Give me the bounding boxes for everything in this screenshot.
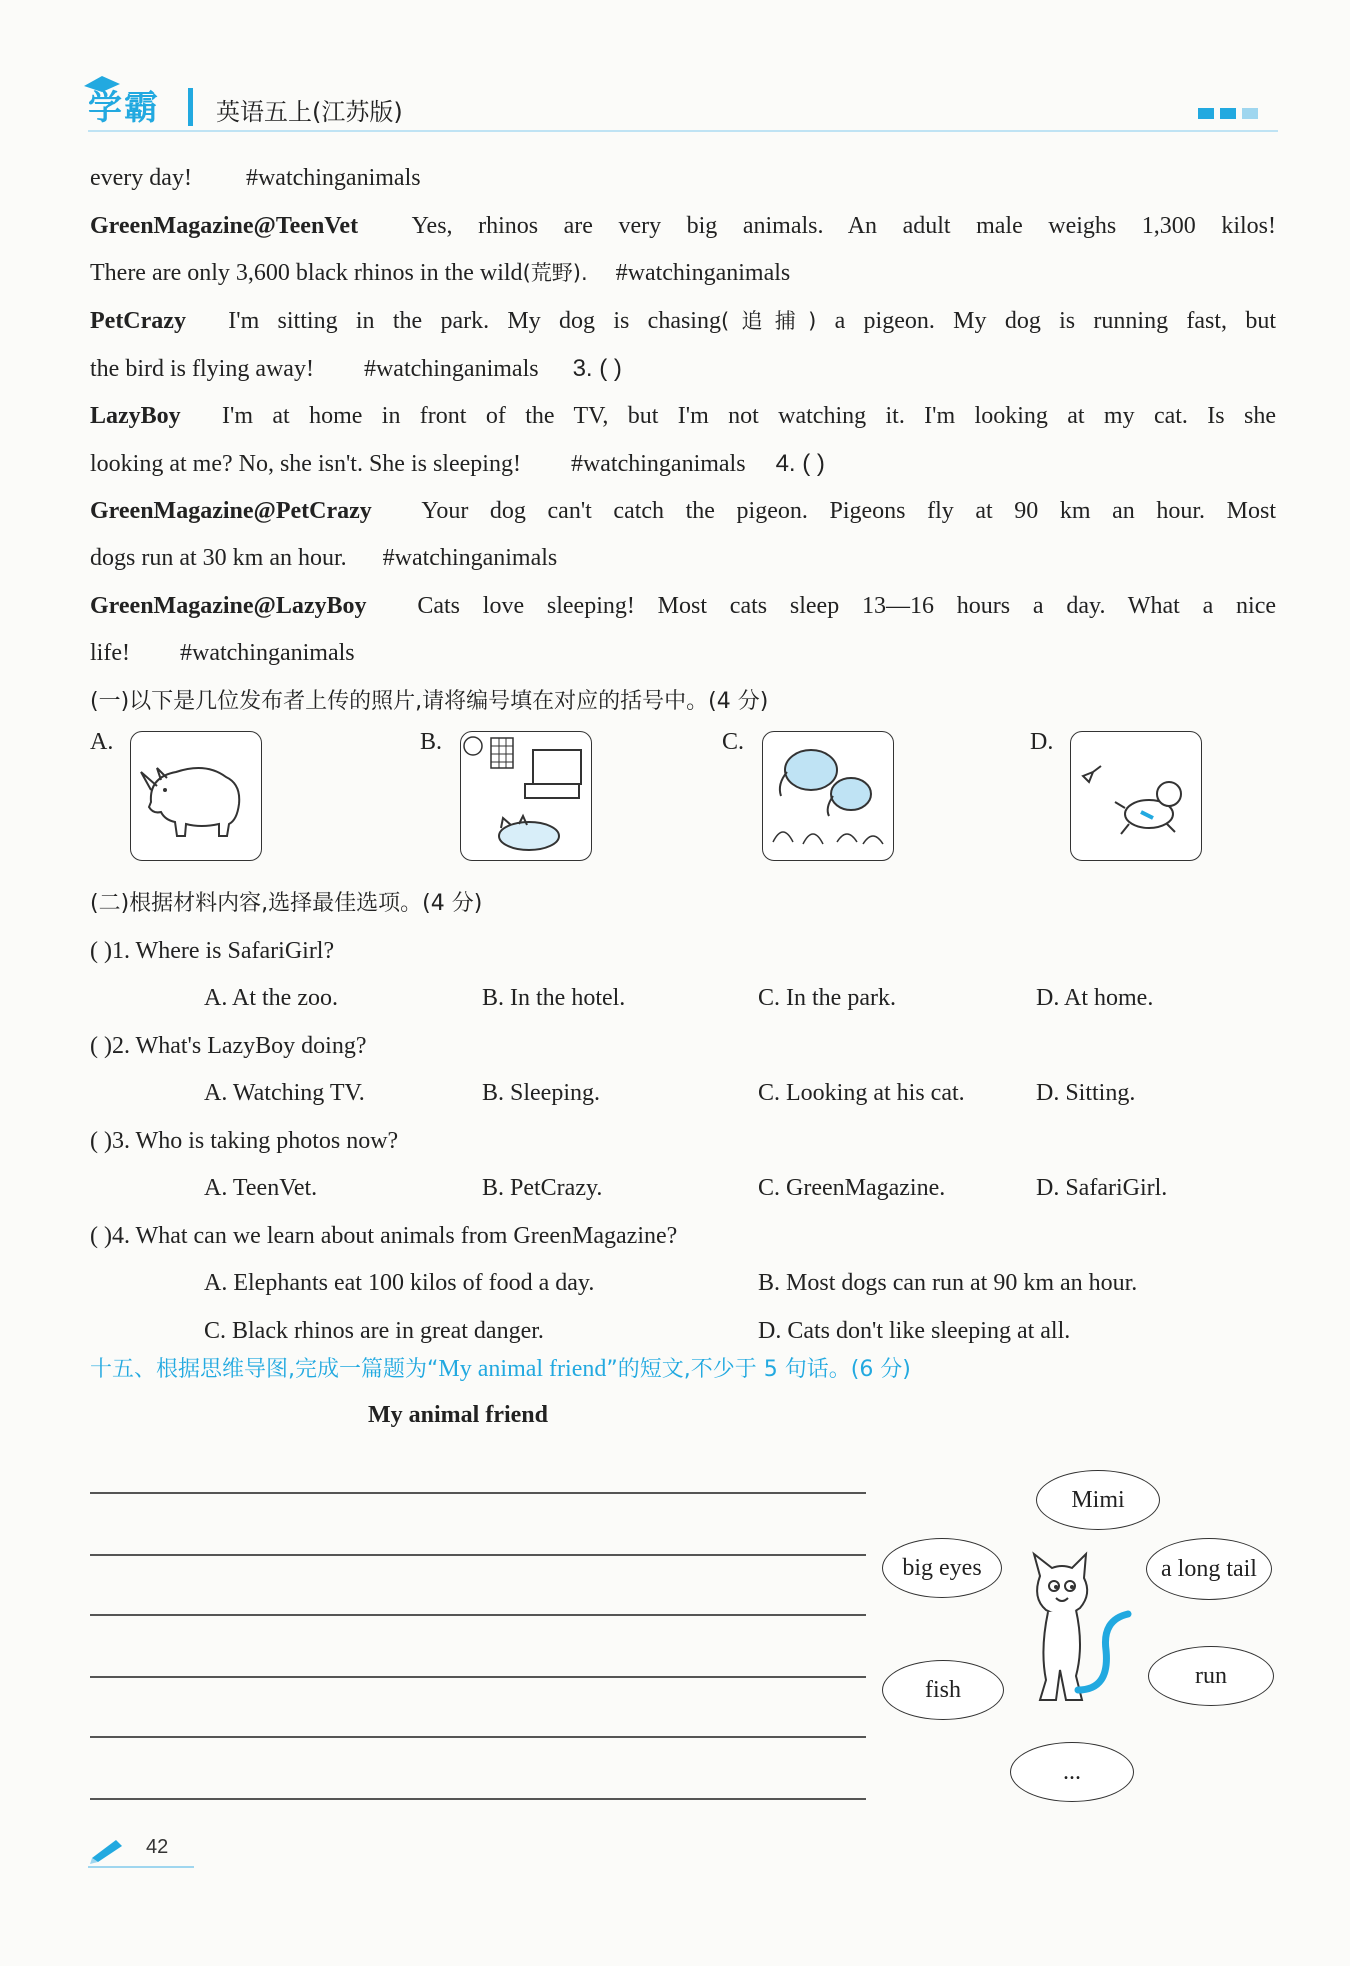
book-title: 英语五上(江苏版) [216,98,403,126]
bubble-mimi: Mimi [1036,1470,1160,1530]
option[interactable]: D. Sitting. [1036,1080,1136,1106]
writing-line[interactable] [90,1676,866,1678]
logo-divider [188,88,193,126]
answer-blank[interactable]: 4. ( ) [775,450,825,477]
option[interactable]: C. Black rhinos are in great danger. [204,1317,544,1344]
bubble-big-eyes: big eyes [882,1538,1002,1598]
chinese-gloss: (追捕) [720,308,817,333]
option[interactable]: A. Elephants eat 100 kilos of food a day. [204,1270,595,1296]
cat-sleeping-tv-icon [461,732,591,860]
option[interactable]: B. Most dogs can run at 90 km an hour. [758,1270,1138,1296]
passage-text: looking at me? No, she isn't. She is sleeping! [90,451,521,477]
question-row [90,1023,1276,1071]
option[interactable]: B. In the hotel. [482,985,626,1011]
picture-frame [1070,731,1202,861]
picture-label: B. [420,729,443,755]
option-row [90,1165,1276,1213]
answer-paren[interactable]: ( ) [90,1032,112,1059]
passage-line [90,583,1276,631]
passage-line [90,440,1276,488]
hashtag: #watchinganimals [570,451,746,477]
option-row [90,1260,1276,1308]
option[interactable]: C. In the park. [758,985,896,1011]
rhino-icon [131,732,261,860]
option[interactable]: D. At home. [1036,985,1154,1011]
question-row [90,1118,1276,1166]
passage-line [90,345,1276,393]
option[interactable]: C. Looking at his cat. [758,1080,965,1106]
dog-chasing-bird-icon [1071,732,1201,860]
passage-line [90,250,1276,298]
passage-text: Your dog can't catch the pigeon. Pigeons fly at 90 km an hour. Most [421,497,1277,524]
answer-blank[interactable]: 3. ( ) [572,355,622,382]
option[interactable]: A. TeenVet. [204,1175,318,1201]
passage-text: every day! [90,165,192,191]
bubble-fish: fish [882,1660,1004,1720]
option-row [90,1070,1276,1118]
poster-name: GreenMagazine@TeenVet [90,212,359,239]
option[interactable]: B. PetCrazy. [482,1175,603,1201]
question-text: 2. What's LazyBoy doing? [111,1032,367,1059]
elephants-icon [763,732,893,860]
passage-line [90,203,1276,251]
passage-text: There are only 3,600 black rhinos in the wild [90,260,523,286]
passage-text: dogs run at 30 km an hour. [90,545,347,571]
composition-title: My animal friend [368,1402,548,1428]
hashtag: #watchinganimals [615,260,791,286]
picture-options [90,727,1250,867]
hashtag: #watchinganimals [382,545,558,571]
option[interactable]: B. Sleeping. [482,1080,600,1106]
option[interactable]: C. GreenMagazine. [758,1175,946,1201]
option[interactable]: D. SafariGirl. [1036,1175,1168,1201]
picture-frame [762,731,894,861]
passage-text: Yes, rhinos are very big animals. An adult male weighs 1,300 kilos! [411,212,1277,239]
question-text: 1. Where is SafariGirl? [111,937,335,964]
hashtag: #watchinganimals [245,165,421,191]
passage-line [90,298,1276,346]
writing-line[interactable] [90,1614,866,1616]
hashtag: #watchinganimals [179,640,355,666]
bubble-long-tail: a long tail [1146,1538,1272,1600]
instruction-text: 十五、根据思维导图,完成一篇题为“ [90,1357,439,1382]
section15-instruction [90,1352,911,1383]
question-text: 4. What can we learn about animals from GreenMagazine? [111,1222,678,1249]
passage [90,155,1276,725]
poster-name: LazyBoy [90,402,181,429]
poster-name: PetCrazy [90,307,186,334]
picture-label: A. [90,729,114,755]
option-row [90,975,1276,1023]
hashtag: #watchinganimals [363,356,539,382]
bubble-run: run [1148,1646,1274,1706]
chinese-gloss: (荒野). [522,261,588,285]
cat-icon [1010,1550,1140,1720]
passage-text: the bird is flying away! [90,356,314,382]
instruction-text: ”的短文,不少于 5 句话。(6 分) [606,1357,911,1382]
option[interactable]: A. At the zoo. [204,985,338,1011]
question-row [90,1213,1276,1261]
picture-label: D. [1030,729,1054,755]
footer-line [88,1866,194,1868]
header-line [88,130,1278,132]
writing-line[interactable] [90,1736,866,1738]
passage-text: I'm at home in front of the TV, but I'm not watching it. I'm looking at my cat. Is she [222,402,1276,429]
option-row [90,1308,1276,1356]
option[interactable]: A. Watching TV. [204,1080,365,1106]
writing-line[interactable] [90,1492,866,1494]
pencil-icon [88,1836,128,1864]
instruction-title: My animal friend [438,1356,607,1382]
passage-line [90,393,1276,441]
part1-instruction: (一)以下是几位发布者上传的照片,请将编号填在对应的括号中。(4 分) [90,688,769,714]
writing-line[interactable] [90,1554,866,1556]
bubble-more: ... [1010,1742,1134,1802]
part2-instruction: (二)根据材料内容,选择最佳选项。(4 分) [90,891,483,916]
picture-label: C. [722,729,745,755]
passage-line [90,535,1276,583]
answer-paren[interactable]: ( ) [90,1222,112,1249]
passage-line [90,155,1276,203]
picture-frame [460,731,592,861]
writing-line[interactable] [90,1798,866,1800]
answer-paren[interactable]: ( ) [90,937,112,964]
poster-name: GreenMagazine@PetCrazy [90,497,372,524]
passage-text: a pigeon. My dog is running fast, but [834,307,1277,334]
page-header [88,80,1278,130]
passage-text: Cats love sleeping! Most cats sleep 13—16 hours a day. What a nice [417,592,1276,619]
poster-name: GreenMagazine@LazyBoy [90,592,367,619]
question-text: 3. Who is taking photos now? [111,1127,399,1154]
page-number: 42 [146,1836,169,1858]
passage-line [90,630,1276,678]
option[interactable]: D. Cats don't like sleeping at all. [758,1317,1071,1344]
passage-text: life! [90,640,130,666]
passage-text: I'm sitting in the park. My dog is chasing [228,307,721,334]
part2-questions [90,880,1276,1355]
logo: 学霸 [88,88,160,128]
answer-paren[interactable]: ( ) [90,1127,112,1154]
picture-frame [130,731,262,861]
passage-line [90,488,1276,536]
question-row [90,928,1276,976]
header-decoration [1198,108,1258,119]
